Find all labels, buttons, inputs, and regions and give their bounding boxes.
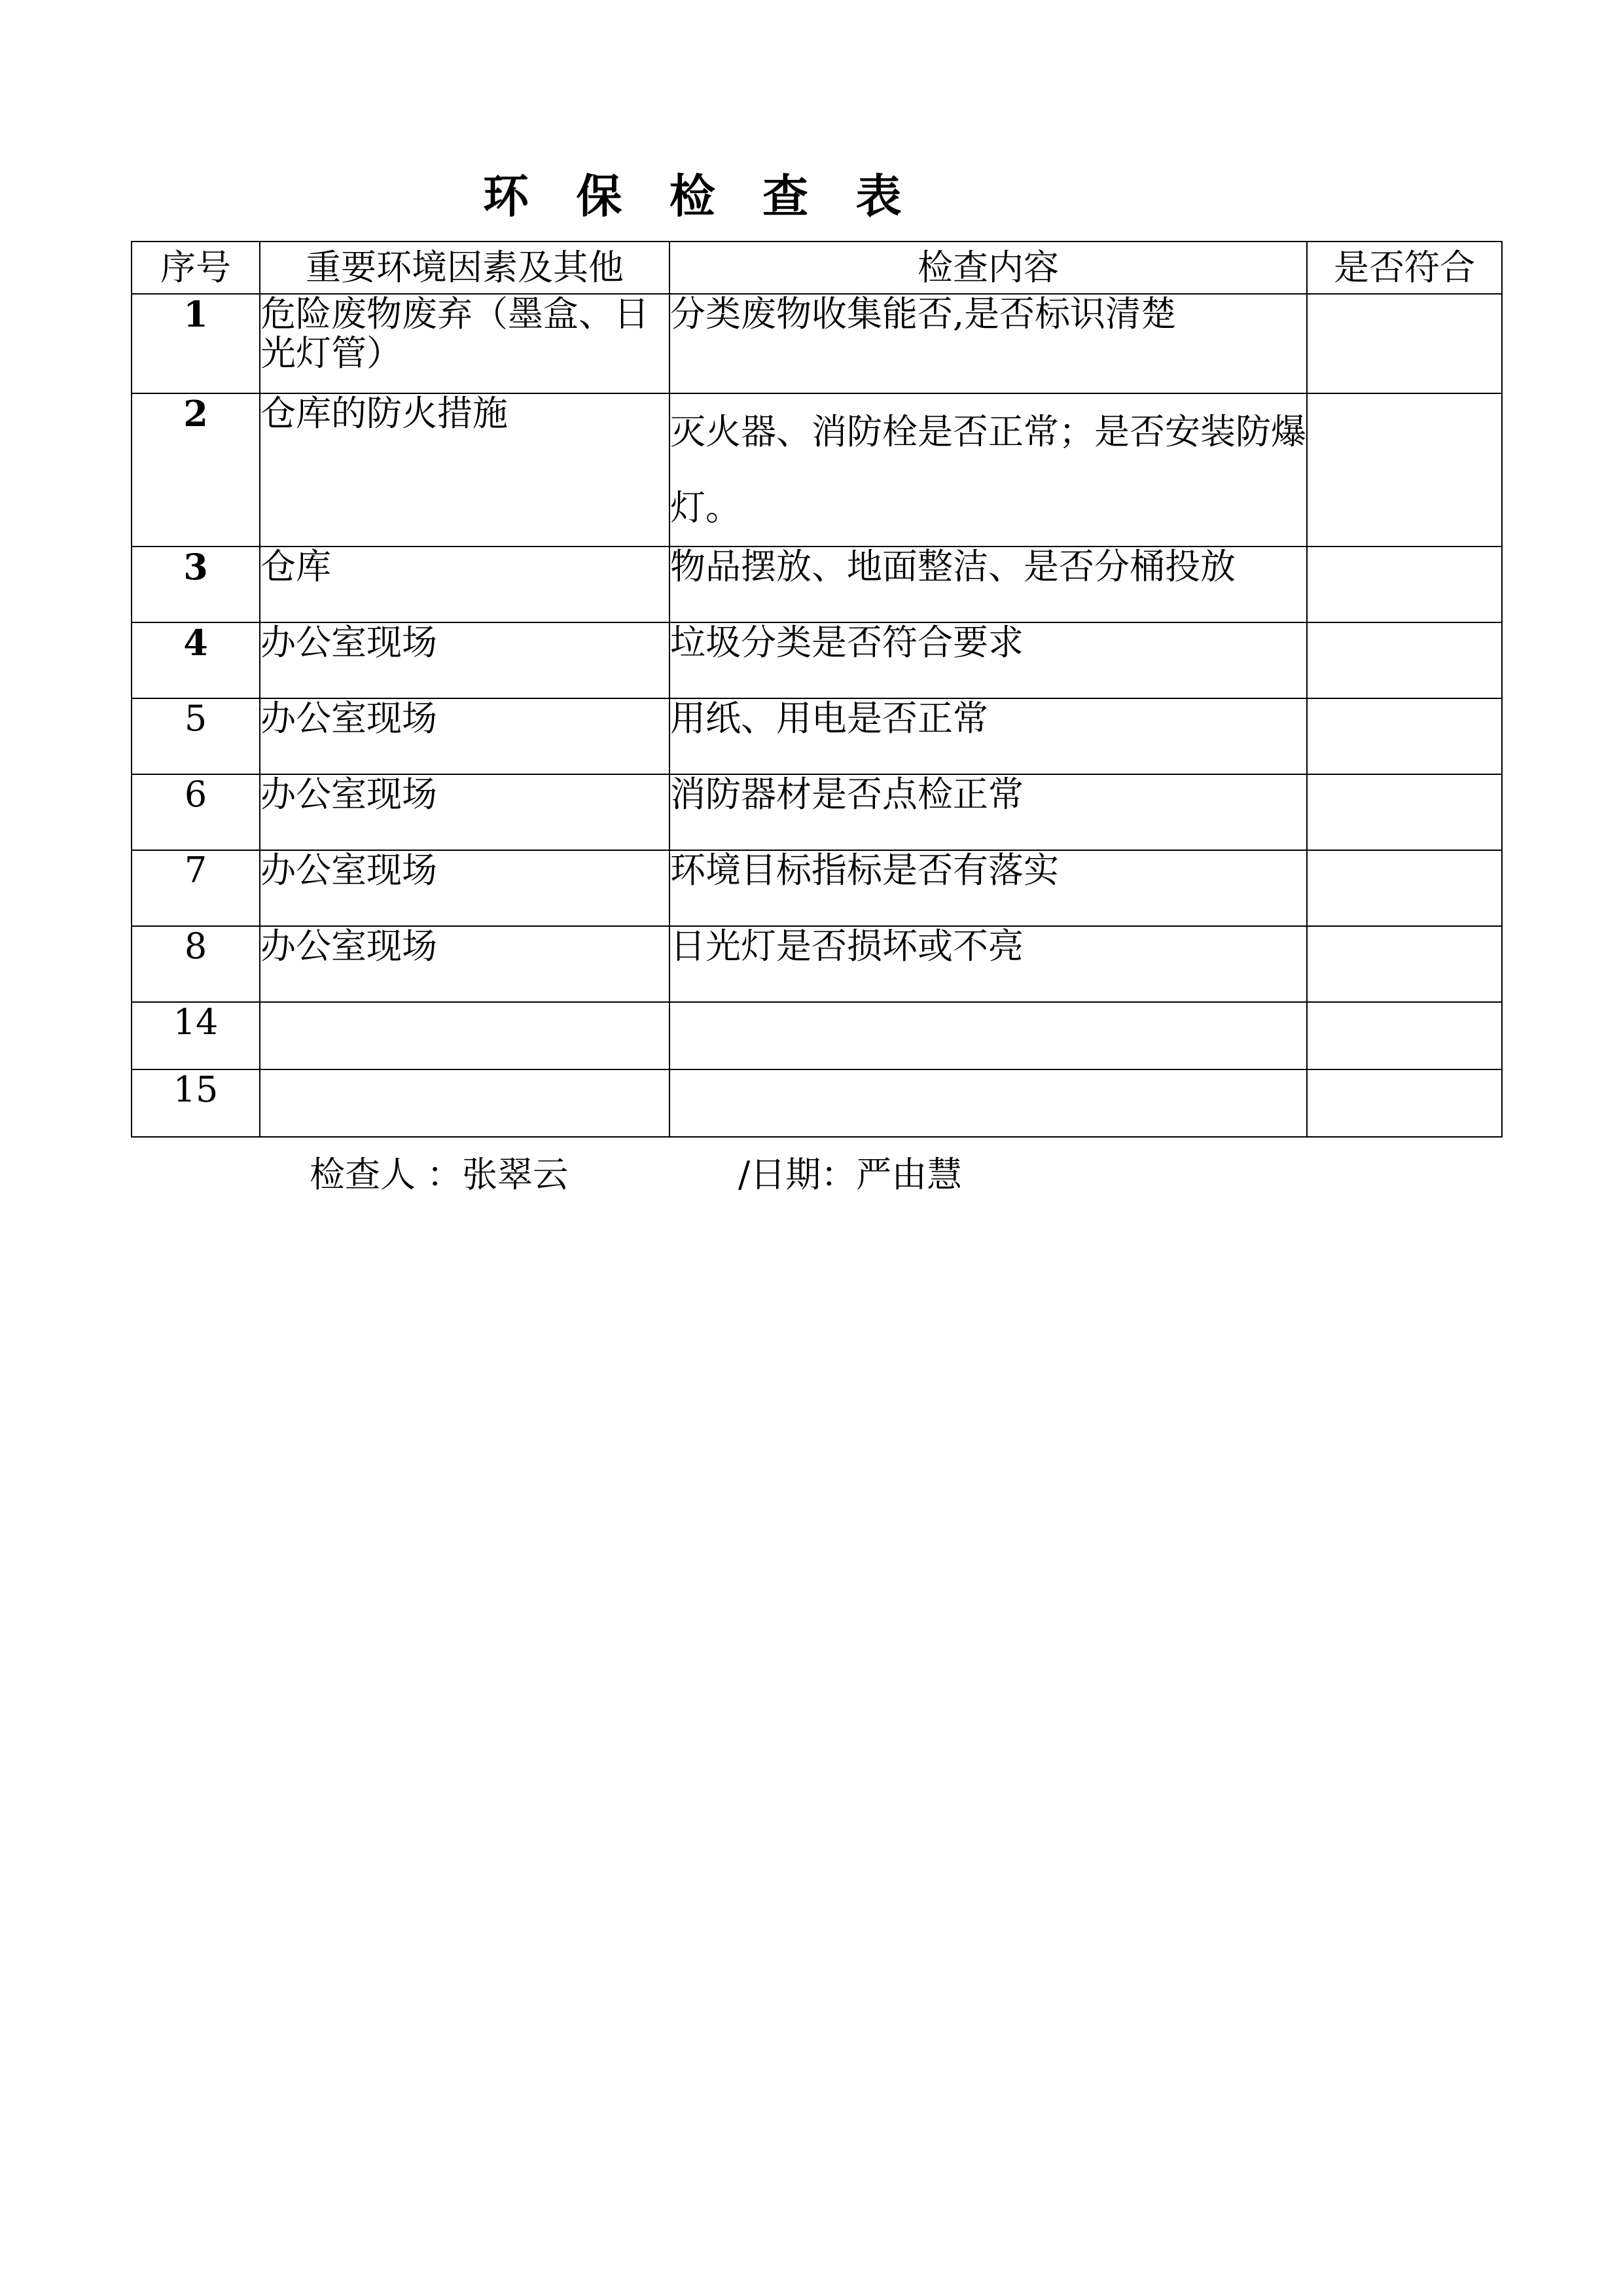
- row-factor: 办公室现场: [260, 698, 669, 774]
- row-factor: 危险废物废弃（墨盒、日光灯管）: [260, 294, 669, 393]
- row-factor: 办公室现场: [260, 850, 669, 926]
- header-no: 序号: [132, 242, 260, 294]
- row-no: 7: [132, 850, 260, 926]
- row-compliance[interactable]: [1307, 926, 1502, 1002]
- table-row: [132, 926, 1502, 1002]
- row-content: 消防器材是否点检正常: [669, 774, 1307, 850]
- table-row: [132, 774, 1502, 850]
- table-row: [132, 850, 1502, 926]
- header-content: 检查内容: [669, 242, 1307, 294]
- row-content: 灭火器、消防栓是否正常；是否安装防爆灯。: [669, 393, 1307, 547]
- row-content[interactable]: [669, 1069, 1307, 1137]
- row-factor: 办公室现场: [260, 774, 669, 850]
- table-row: [132, 1002, 1502, 1069]
- inspector-signature: 检查人 ：张翠云: [310, 1154, 569, 1195]
- row-no: 8: [132, 926, 260, 1002]
- row-no: 1: [132, 294, 260, 393]
- row-compliance[interactable]: [1307, 1069, 1502, 1137]
- row-factor[interactable]: [260, 1069, 669, 1137]
- row-no: 6: [132, 774, 260, 850]
- table-row: [132, 622, 1502, 698]
- table-row: [132, 547, 1502, 622]
- inspection-table: [131, 241, 1503, 1138]
- header-factor: 重要环境因素及其他: [260, 242, 669, 294]
- row-compliance[interactable]: [1307, 622, 1502, 698]
- row-content: 用纸、用电是否正常: [669, 698, 1307, 774]
- row-no: 5: [132, 698, 260, 774]
- header-compliance: 是否符合: [1307, 242, 1502, 294]
- table-row: [132, 698, 1502, 774]
- row-no: 2: [132, 393, 260, 547]
- date-field: /日期：严由慧: [738, 1154, 963, 1195]
- row-content: 分类废物收集能否,是否标识清楚: [669, 294, 1307, 393]
- row-no: 3: [132, 547, 260, 622]
- row-compliance[interactable]: [1307, 393, 1502, 547]
- table-row: [132, 1069, 1502, 1137]
- row-content: 日光灯是否损坏或不亮: [669, 926, 1307, 1002]
- row-compliance[interactable]: [1307, 294, 1502, 393]
- row-no: 14: [132, 1002, 260, 1069]
- row-compliance[interactable]: [1307, 774, 1502, 850]
- table-row: [132, 294, 1502, 393]
- row-content: 环境目标指标是否有落实: [669, 850, 1307, 926]
- row-factor: 办公室现场: [260, 622, 669, 698]
- row-no: 4: [132, 622, 260, 698]
- row-compliance[interactable]: [1307, 547, 1502, 622]
- row-factor[interactable]: [260, 1002, 669, 1069]
- table-row: [132, 393, 1502, 547]
- row-content: 物品摆放、地面整洁、是否分桶投放: [669, 547, 1307, 622]
- document-title: 环 保 检 查 表: [483, 170, 918, 223]
- row-compliance[interactable]: [1307, 1002, 1502, 1069]
- row-factor: 仓库: [260, 547, 669, 622]
- row-content[interactable]: [669, 1002, 1307, 1069]
- row-compliance[interactable]: [1307, 698, 1502, 774]
- row-factor: 办公室现场: [260, 926, 669, 1002]
- table-header-row: [132, 242, 1502, 294]
- row-no: 15: [132, 1069, 260, 1137]
- row-compliance[interactable]: [1307, 850, 1502, 926]
- row-content: 垃圾分类是否符合要求: [669, 622, 1307, 698]
- row-factor: 仓库的防火措施: [260, 393, 669, 547]
